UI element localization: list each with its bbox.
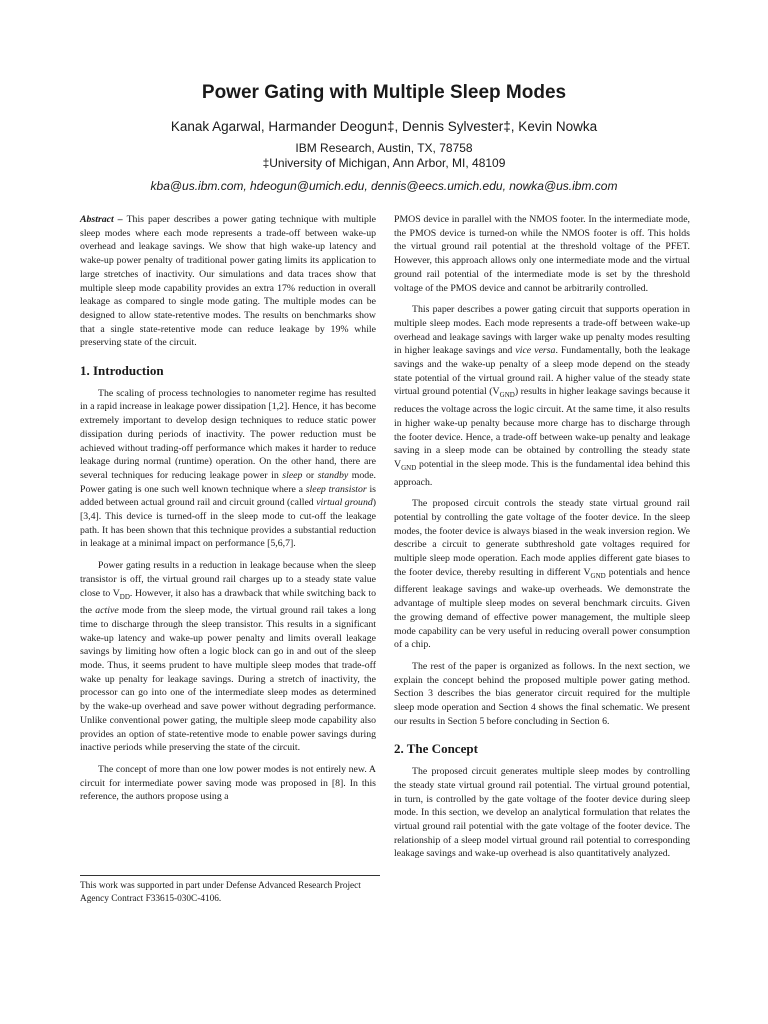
section-heading-concept: 2. The Concept (394, 741, 478, 757)
intro-paragraph-7: The rest of the paper is organized as follows. In the next section, we explain the concept behind the proposed multiple power gating method. Section 3 describes the bias generator circuit required for the multiple sleep mode operation and Section 4 shows the final schematic. We present our results in Section 5 before concluding in Section 6. (394, 660, 690, 727)
intro-paragraph-5: This paper describes a power gating circuit that supports operation in multiple sleep modes. Each mode represents a trade-off between wake-up overhead and leakage savings with larger wake up penalty modes resulting in higher leakage savings and vice versa. Fundamentally, both the leakage savings and the wake-up penalty of a sleep mode depend on the steady state potential of the virtual ground rail. A higher value of the steady state virtual ground potential $(V_{GND})$ results in higher leakage savings because it reduces the voltage across the logic circuit. At the same time, it also results in higher wake-up penalty because more charge has to discharge through the footer device. Hence, a trade-off between wake-up penalty and leakage saving in a sleep mode can be obtained by controlling the steady state $V_{GND}$ potential in the sleep mode. This is the fundamental idea behind this approach. (394, 304, 690, 488)
left-column (80, 213, 376, 812)
intro-paragraph-6: The proposed circuit controls the steady state virtual ground rail potential by controlling the gate voltage of the footer device. In the sleep modes, the footer device is always biased in the weak inversion region. We describe a circuit to generate subthreshold gate voltages required for multiple sleep mode operation. Each mode applies different gate biases to the footer device, thereby resulting in different $V_{GND}$ potentials and hence different leakage savings and wake-up overheads. We demonstrate the advantage of multiple sleep modes on several benchmark circuits. Given the growing demand of effective power management, the multiple sleep mode capability can be very useful in reducing overall power consumption of a chip. (394, 498, 690, 651)
affiliation-umich: ‡University of Michigan, Ann Arbor, MI, 48109 (262, 156, 506, 170)
affiliation-ibm: IBM Research, Austin, TX, 78758 (295, 141, 473, 155)
abstract-text: This paper describes a power gating technique with multiple sleep modes where each mode represents a trade-off between wake-up overhead and leakage savings. We show that high wake-up latency and wake-up power penalty of traditional power gating limits its application to large stretches of inactivity. Our simulations and data traces show that multiple sleep mode capability provides an extra 17% reduction in overall leakage as compared to single mode gating. The multiple modes can be designed to allow state-retentive modes. The results on benchmarks show that a single state-retentive mode can reduce leakage by 19% while preserving state of the circuit. (80, 214, 376, 349)
intro-paragraph-3: The concept of more than one low power modes is not entirely new. A circuit for intermediate power saving mode was proposed in [8]. In this reference, the authors propose using a (80, 763, 376, 803)
right-column (394, 213, 690, 869)
intro-paragraph-2: Power gating results in a reduction in leakage because when the sleep transistor is off, the virtual ground rail charges up to a steady state value close to $V_{DD}$. However, it also has a drawback that while switching back to the active mode from the sleep mode, the virtual ground rail takes a long time to discharge through the sleep transistor. This results in a significant wake-up latency and wake-up power penalty and limits overall leakage savings by limiting how often a logic block can go in and out of the sleep mode. Thus, it seems prudent to have multiple sleep modes that trade-off wake up penalty for leakage savings. During a stretch of inactivity, the processor can go into one of the intermediate sleep modes as determined by the wake-up overhead and save power without degrading performance. Unlike conventional power gating, the multiple sleep mode capability also provides an option of state-retentive mode to enable power savings during inactive periods while preserving the state of the circuit. (80, 560, 377, 754)
paper-title: Power Gating with Multiple Sleep Modes (201, 82, 567, 103)
author-list: Kanak Agarwal, Harmander Deogun‡, Dennis Sylvester‡, Kevin Nowka (170, 119, 598, 134)
intro-paragraph-4: PMOS device in parallel with the NMOS footer. In the intermediate mode, the PMOS device is turned-on while the NMOS footer is off. This holds the virtual ground rail potential at the threshold voltage of the PFET. However, this approach allows only one intermediate mode and the virtual ground rail potential of the intermediate mode is set by the threshold voltage of the PMOS device and cannot be arbitrarily controlled. (394, 214, 690, 294)
footnote-divider (80, 875, 380, 876)
author-emails: kba@us.ibm.com, hdeogun@umich.edu, dennis@eecs.umich.edu, nowka@us.ibm.com (150, 179, 618, 193)
concept-paragraph-1: The proposed circuit generates multiple sleep modes by controlling the steady state virtual ground rail potential. The virtual ground potential, in turn, is controlled by the gate voltage of the footer device during sleep mode. In this section, we develop an analytical formulation that relates the virtual ground rail potential with the gate voltage of the footer device. The relationship of a sleep model virtual ground rail potential to corresponding leakage savings and wake-up overhead is also quantitatively analyzed. (394, 766, 690, 860)
section-heading-introduction: 1. Introduction (80, 363, 164, 379)
abstract (80, 213, 376, 350)
intro-paragraph-1: The scaling of process technologies to nanometer regime has resulted in a rapid increase in leakage power dissipation [1,2]. Hence, it has become extremely important to develop design techniques to reduce static power dissipation during periods of inactivity. The power reduction must be achieved without trading-off performance which makes it harder to reduce leakage during normal (runtime) operation. On the other hand, there are several techniques for reducing leakage power in sleep or standby mode. Power gating is one such well known technique where a sleep transistor is added between actual ground rail and circuit ground (called virtual ground) [3,4]. This device is turned-off in the sleep mode to cut-off the leakage path. It has been shown that this technique provides a substantial reduction in leakage at a minimal impact on performance [5,6,7]. (80, 387, 377, 550)
funding-footnote: This work was supported in part under Defense Advanced Research Project Agency Contract F33615-030C-4106. (80, 881, 361, 904)
abstract-label: Abstract – (80, 214, 123, 225)
